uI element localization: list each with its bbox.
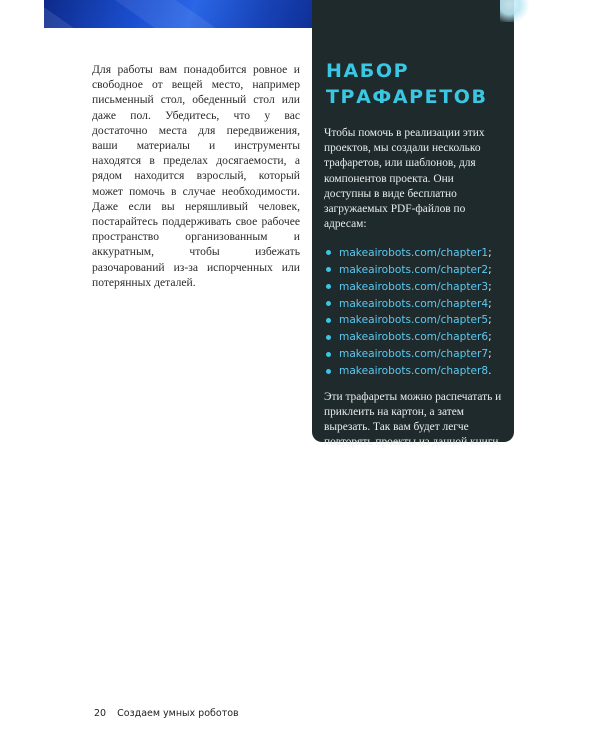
bullet-icon — [326, 335, 331, 340]
decorative-corner — [500, 0, 532, 22]
page-footer — [94, 708, 239, 719]
chapter-link[interactable]: makeairobots.com/chapter3 — [339, 280, 489, 293]
bullet-icon — [326, 267, 331, 272]
chapter-link[interactable]: makeairobots.com/chapter5 — [339, 314, 489, 327]
chapter-link[interactable]: makeairobots.com/chapter1 — [339, 246, 489, 259]
list-item — [324, 278, 502, 295]
list-item — [324, 329, 502, 346]
bullet-icon — [326, 250, 331, 255]
sidebar-title — [326, 58, 502, 110]
bullet-icon — [326, 369, 331, 374]
link-separator: ; — [488, 297, 492, 310]
running-title: Создаем умных роботов — [117, 708, 239, 719]
list-item — [324, 261, 502, 278]
stencil-sidebar — [312, 0, 514, 449]
list-item — [324, 244, 502, 261]
top-banner-graphic — [44, 0, 312, 28]
list-item — [324, 346, 502, 363]
bullet-icon — [326, 318, 331, 323]
sidebar-intro: Чтобы помочь в реализации этих проектов, мы создали несколько трафаретов, или шаблонов, для компонентов проекта. Они доступны в виде бесплатно загружаемых PDF-файлов по адресам: — [324, 127, 485, 231]
link-separator: ; — [488, 263, 492, 276]
chapter-link[interactable]: makeairobots.com/chapter8 — [339, 365, 489, 378]
list-item — [324, 312, 502, 329]
bullet-icon — [326, 352, 331, 357]
body-paragraph: Для работы вам понадобится ровное и свободное от вещей место, например письменный стол, обеденный стол или даже пол. Убедитесь, что у вас достаточно места для передвижения, ваши материалы и инструменты находятся в пределах досягаемости, а рядом находится взрослый, который может помочь в случае необходимости. Даже если вы неряшливый человек, постарайтесь поддерживать свое рабочее пространство организованным и аккуратным, чтобы избежать разочарований из-за испорченных или потерянных деталей. — [92, 63, 300, 289]
bullet-icon — [326, 284, 331, 289]
sidebar-outro: Эти трафареты можно распечатать и приклеить на картон, а затем вырезать. Так вам будет легче повторять проекты из данной книги. — [324, 390, 502, 449]
bullet-icon — [326, 301, 331, 306]
page-number: 20 — [94, 708, 107, 719]
link-separator: ; — [488, 314, 492, 327]
chapter-link[interactable]: makeairobots.com/chapter6 — [339, 331, 489, 344]
chapter-link-list — [324, 244, 502, 379]
chapter-link[interactable]: makeairobots.com/chapter4 — [339, 297, 489, 310]
sidebar-title-line1: НАБОР — [326, 60, 410, 82]
link-separator: ; — [488, 331, 492, 344]
link-separator: ; — [488, 280, 492, 293]
link-separator: . — [488, 365, 492, 378]
sidebar-title-line2: ТРАФАРЕТОВ — [326, 86, 488, 108]
list-item — [324, 363, 502, 380]
link-separator: ; — [488, 348, 492, 361]
link-separator: ; — [488, 246, 492, 259]
chapter-link[interactable]: makeairobots.com/chapter2 — [339, 263, 489, 276]
list-item — [324, 295, 502, 312]
chapter-link[interactable]: makeairobots.com/chapter7 — [339, 348, 489, 361]
